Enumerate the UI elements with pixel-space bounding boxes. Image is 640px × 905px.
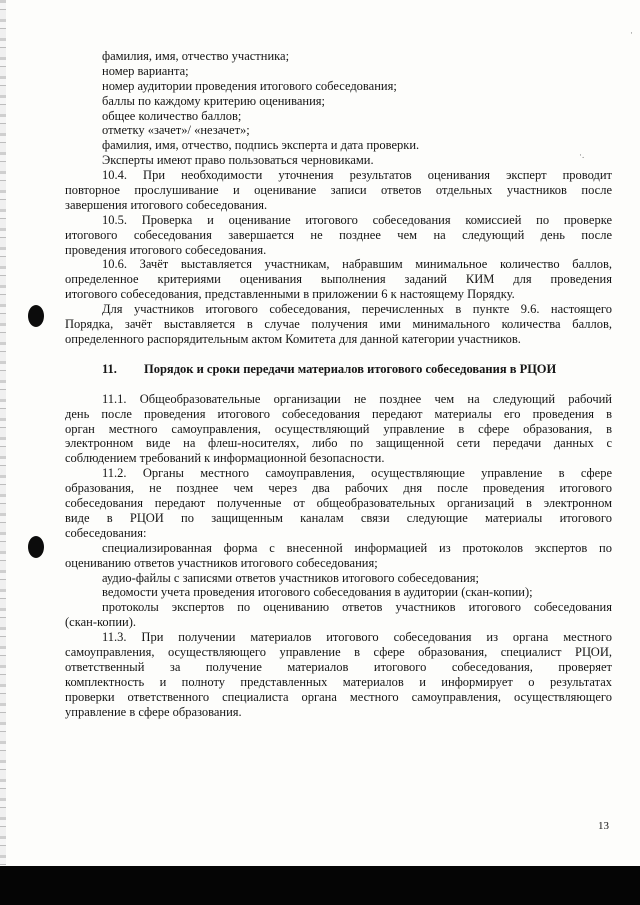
list-item: аудио-файлы с записями ответов участников итогового собеседования; — [102, 570, 480, 585]
document-body — [65, 49, 612, 719]
paragraph-10-5 — [65, 213, 612, 258]
paragraph-line: ответственный за получение материалов итогового собеседования, проверяет — [65, 659, 612, 674]
paragraph-line: итогового собеседования завершается не позднее чем на следующий день после — [65, 227, 612, 242]
list-item: номер варианта; — [102, 63, 189, 78]
scan-bottom-border — [0, 866, 640, 905]
paragraph-line: орган местного самоуправления, осуществляющий управление в сфере образования, в — [65, 421, 612, 436]
scan-edge — [0, 0, 6, 865]
paragraph-line: соблюдением требований к информационной безопасности. — [65, 451, 385, 466]
list-item: фамилия, имя, отчество, подпись эксперта и дата проверки. — [102, 138, 420, 153]
paragraph-line: 10.5. Проверка и оценивание итогового собеседования комиссией по проверке — [102, 212, 612, 227]
list-item: оцениванию ответов участников итогового собеседования; — [65, 555, 378, 570]
list-item: фамилия, имя, отчество участника; — [102, 49, 290, 63]
paragraph-line: Для участников итогового собеседования, перечисленных в пункте 9.6. настоящего — [102, 302, 612, 317]
paragraph-line: день после проведения итогового собеседования передают материалы его проведения в — [65, 406, 612, 421]
paragraph-line: проведения итогового собеседования. — [65, 242, 267, 257]
paragraph-10-4 — [65, 168, 612, 213]
scan-speck: · — [630, 28, 633, 38]
paragraph-line: итогового собеседования, представленными в приложении 6 к настоящему Порядку. — [65, 287, 515, 302]
materials-list — [65, 541, 612, 630]
paragraph-line: образования, не позднее чем через два рабочих дня после проведения итогового — [65, 481, 612, 496]
paragraph-line: самоуправления, осуществляющего управление в сфере образования, специалист РЦОИ, — [65, 644, 612, 659]
paragraph-11-2 — [65, 466, 612, 540]
paragraph-line: виде в РЦОИ по защищенным каналам связи следующие материалы итогового — [65, 510, 612, 525]
paragraph-extra — [65, 302, 612, 347]
paragraph-11-3 — [65, 630, 612, 719]
list-item: протоколы экспертов по оцениванию ответов участников итогового собеседования — [102, 600, 612, 615]
paragraph-11-1 — [65, 392, 612, 466]
paragraph-line: 10.6. Зачёт выставляется участникам, набравшим минимальное количество баллов, — [102, 257, 612, 272]
list-item: Эксперты имеют право пользоваться черновиками. — [102, 153, 374, 168]
paragraph-line: собеседования передают полученные от общеобразовательных организаций в электронном — [65, 496, 612, 511]
paragraph-line: 11.1. Общеобразовательные организации не позднее чем на следующий рабочий — [102, 391, 612, 406]
section-heading — [65, 361, 612, 378]
paragraph-line: электронном виде на флеш-носителях, либо по защищенной сети передачи данных с — [65, 436, 612, 451]
paragraph-line: определенного распорядительным актом Комитета для данной категории участников. — [65, 331, 521, 346]
paragraph-line: Порядка, зачёт выставляется в случае получения ими минимального количества баллов, — [65, 317, 612, 332]
punch-hole — [28, 305, 44, 327]
paragraph-line: управление в сфере образования. — [65, 704, 242, 719]
list-item: отметку «зачет»/ «незачет»; — [102, 123, 250, 138]
list-item: баллы по каждому критерию оценивания; — [102, 93, 325, 108]
section-number: 11. — [102, 361, 117, 376]
section-title: Порядок и сроки передачи материалов итогового собеседования в РЦОИ — [144, 361, 557, 376]
paragraph-line: повторное прослушивание и оценивание записи ответов отдельных участников после — [65, 183, 612, 198]
results-list — [65, 49, 612, 168]
paragraph-line: 11.2. Органы местного самоуправления, осуществляющие управление в сфере — [102, 466, 612, 481]
paragraph-line: определенное критериями оценивания выполнения заданий КИМ для проведения — [65, 272, 612, 287]
list-item: номер аудитории проведения итогового собеседования; — [102, 78, 397, 93]
punch-hole — [28, 536, 44, 558]
list-item: специализированная форма с внесенной информацией из протоколов экспертов по — [102, 540, 612, 555]
paragraph-line: собеседования: — [65, 525, 147, 540]
list-item: (скан-копии). — [65, 615, 137, 630]
list-item: общее количество баллов; — [102, 108, 242, 123]
paragraph-line: проверки ответственного специалиста органа местного самоуправления, осуществляющего — [65, 689, 612, 704]
scan-speck: ·. — [579, 150, 585, 160]
paragraph-line: завершения итогового собеседования. — [65, 197, 268, 212]
paragraph-line: 10.4. При необходимости уточнения результатов оценивания эксперт проводит — [102, 168, 612, 183]
paragraph-10-6 — [65, 257, 612, 302]
list-item: ведомости учета проведения итогового собеседования в аудитории (скан-копии); — [102, 585, 533, 600]
page-number: 13 — [598, 820, 609, 832]
paragraph-line: 11.3. При получении материалов итогового собеседования из органа местного — [102, 630, 612, 645]
paragraph-line: комплектность и полноту представленных материалов и информирует о результатах — [65, 674, 612, 689]
